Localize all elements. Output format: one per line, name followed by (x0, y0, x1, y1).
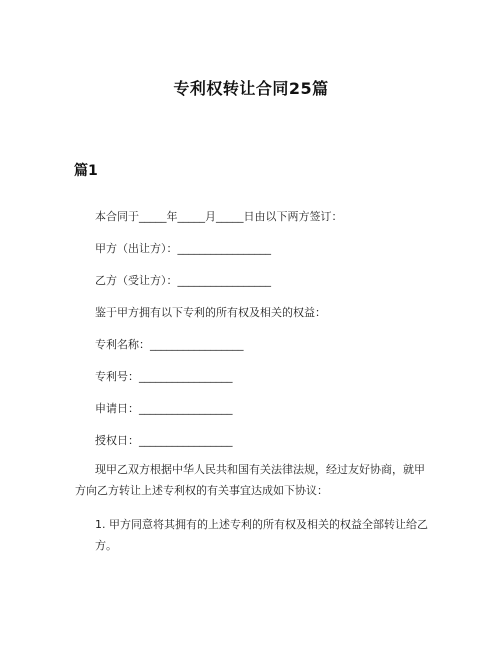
agreement-paragraph (75, 459, 435, 501)
party-b-line: 乙方（受让方）：_________________ (95, 274, 271, 287)
party-a-line: 甲方（出让方）：_________________ (95, 242, 271, 255)
application-date-line: 申请日：_________________ (95, 402, 233, 415)
grant-date-line: 授权日：_________________ (95, 434, 233, 447)
clause-1: 1. 甲方同意将其拥有的上述专利的所有权及相关的权益全部转让给乙方。 (95, 518, 428, 552)
patent-name-line: 专利名称：_________________ (95, 338, 244, 351)
patent-number-line: 专利号：_________________ (95, 370, 233, 383)
agreement-text: 现甲乙双方根据中华人民共和国有关法律法规，经过友好协商，就甲方向乙方转让上述专利权的有关事宜达成如下协议： (75, 463, 425, 497)
document-title: 专利权转让合同25篇 (173, 79, 329, 98)
whereas-line: 鉴于甲方拥有以下专利的所有权及相关的权益： (95, 306, 326, 319)
contract-intro-line: 本合同于_____年_____月_____日由以下两方签订： (95, 210, 343, 223)
section-heading: 篇1 (74, 163, 98, 179)
